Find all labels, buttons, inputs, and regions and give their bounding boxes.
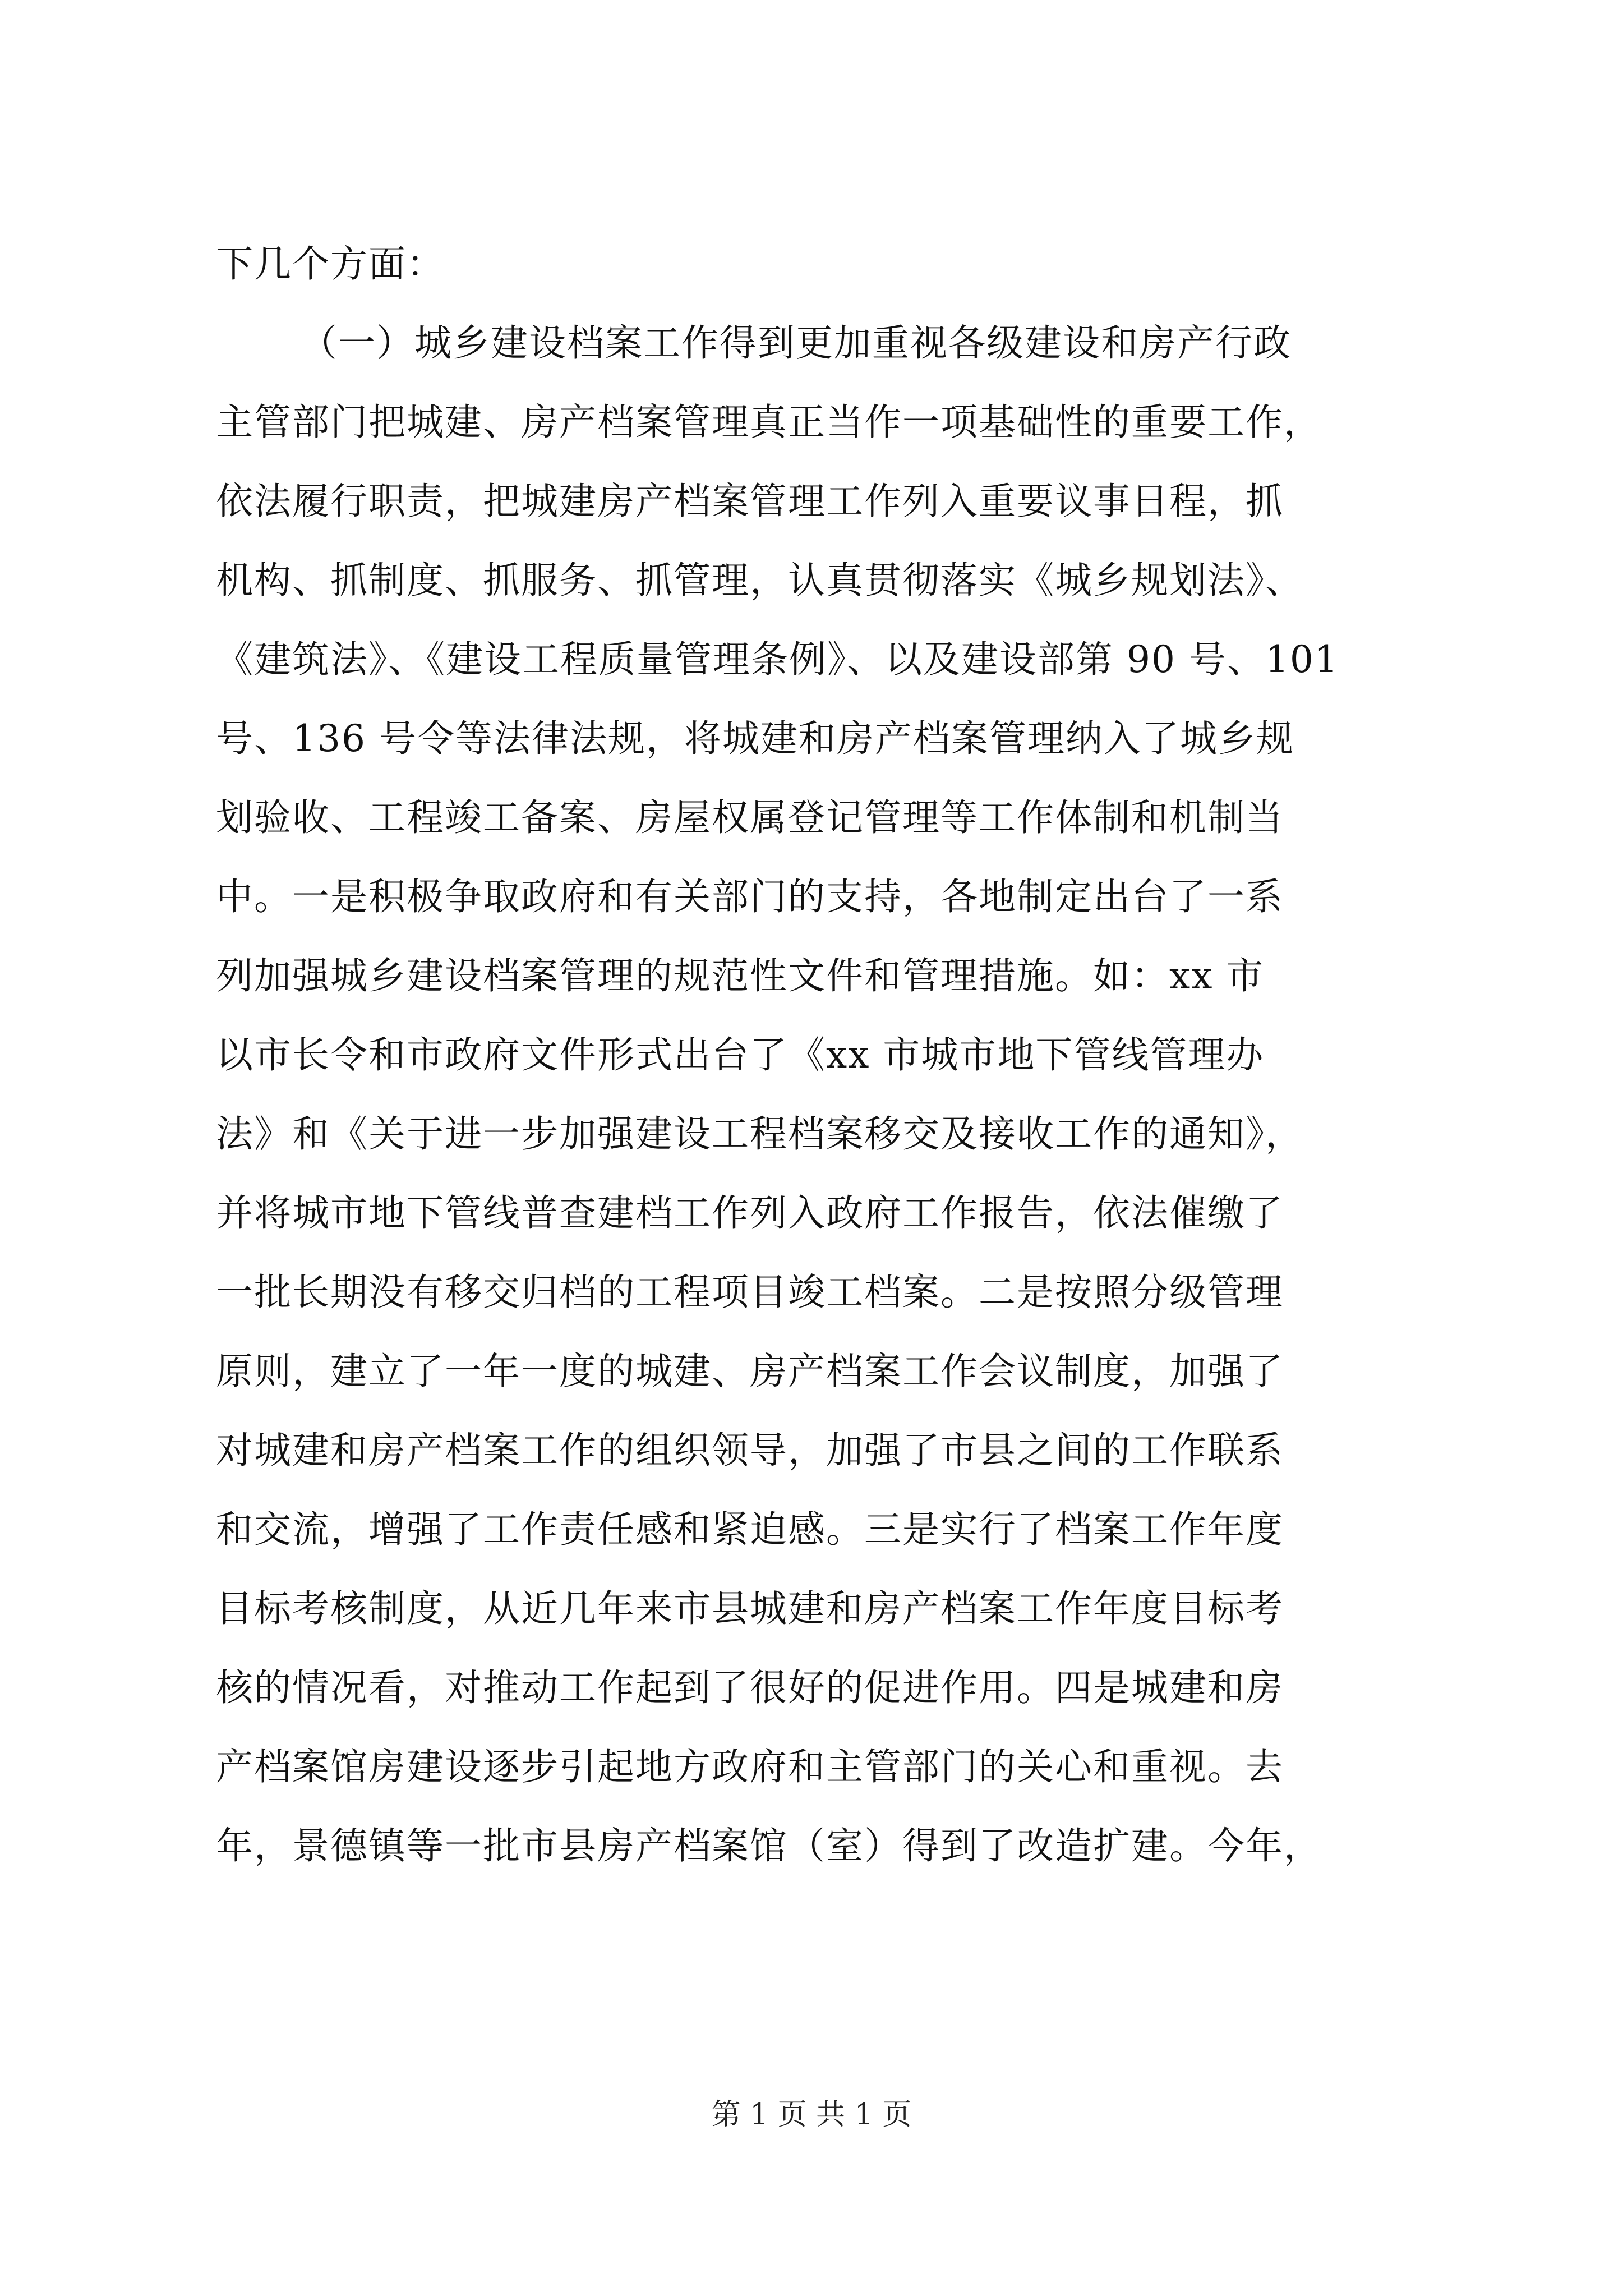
text-line: 对城建和房产档案工作的组织领导，加强了市县之间的工作联系 xyxy=(216,1429,1284,1472)
text-line: 号、136 号令等法律法规，将城建和房产档案管理纳入了城乡规 xyxy=(216,717,1294,760)
page-footer xyxy=(0,2092,1623,2137)
text-line: 划验收、工程竣工备案、房屋权属登记管理等工作体制和机制当 xyxy=(216,796,1284,839)
text-line: 中。一是积极争取政府和有关部门的支持，各地制定出台了一系 xyxy=(216,875,1284,918)
text-line: 机构、抓制度、抓服务、抓管理，认真贯彻落实《城乡规划法》、 xyxy=(216,559,1303,602)
text-line: 原则，建立了一年一度的城建、房产档案工作会议制度，加强了 xyxy=(216,1350,1284,1393)
text-line: 一批长期没有移交归档的工程项目竣工档案。二是按照分级管理 xyxy=(216,1271,1284,1314)
text-line: 《建筑法》、《建设工程质量管理条例》、以及建设部第 90 号、101 xyxy=(216,638,1339,681)
text-line: 下几个方面： xyxy=(216,242,445,286)
section-heading-line: （一）城乡建设档案工作得到更加重视各级建设和房产行政 xyxy=(300,321,1292,365)
text-line: 核的情况看，对推动工作起到了很好的促进作用。四是城建和房 xyxy=(216,1666,1284,1709)
text-line: 列加强城乡建设档案管理的规范性文件和管理措施。如：xx 市 xyxy=(216,954,1265,997)
body-text xyxy=(216,224,1472,1885)
text-line: 法》和《关于进一步加强建设工程档案移交及接收工作的通知》， xyxy=(216,1112,1303,1156)
text-line: 目标考核制度，从近几年来市县城建和房产档案工作年度目标考 xyxy=(216,1587,1284,1630)
text-line: 主管部门把城建、房产档案管理真正当作一项基础性的重要工作， xyxy=(216,401,1322,444)
text-line: 和交流，增强了工作责任感和紧迫感。三是实行了档案工作年度 xyxy=(216,1508,1284,1551)
text-line: 并将城市地下管线普查建档工作列入政府工作报告，依法催缴了 xyxy=(216,1191,1284,1235)
text-line: 以市长令和市政府文件形式出台了《xx 市城市地下管线管理办 xyxy=(216,1033,1265,1076)
text-line: 依法履行职责，把城建房产档案管理工作列入重要议事日程，抓 xyxy=(216,480,1284,523)
text-line: 年，景德镇等一批市县房产档案馆（室）得到了改造扩建。今年， xyxy=(216,1824,1322,1867)
text-line: 产档案馆房建设逐步引起地方政府和主管部门的关心和重视。去 xyxy=(216,1745,1284,1788)
page-number-label: 第 1 页 共 1 页 xyxy=(711,2098,912,2132)
